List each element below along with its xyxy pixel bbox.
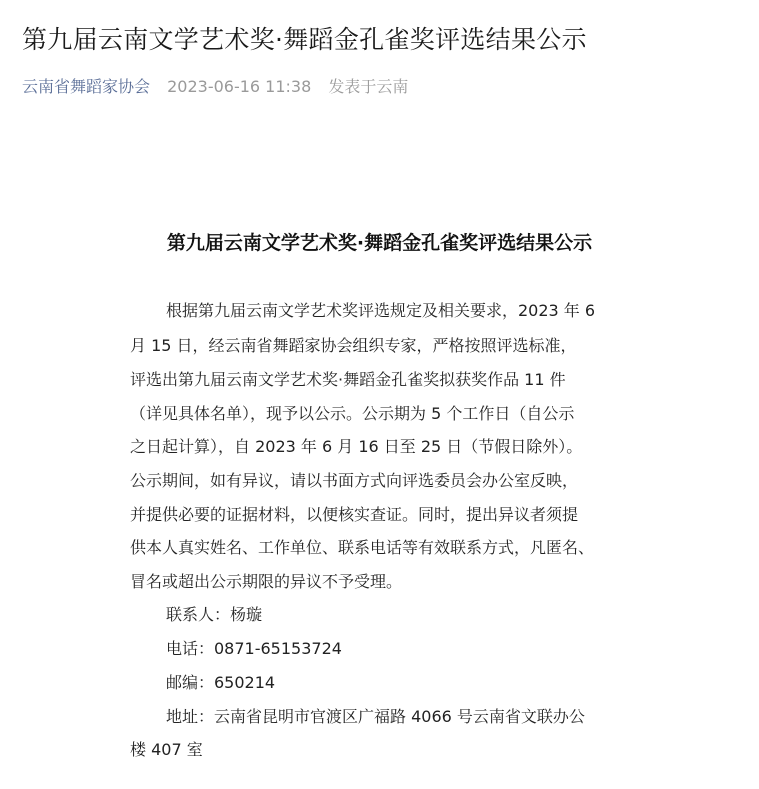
body-line-8: 供本人真实姓名、工作单位、联系电话等有效联系方式，凡匿名、 — [130, 538, 595, 557]
account-name-link[interactable]: 云南省舞蹈家协会 — [22, 77, 151, 96]
document-title: 第九届云南文学艺术奖·舞蹈金孔雀奖评选结果公示 — [166, 232, 593, 254]
contact-phone: 电话：0871-65153724 — [166, 639, 342, 658]
body-line-2: 月 15 日，经云南省舞蹈家协会组织专家，严格按照评选标准， — [130, 336, 577, 355]
contact-address-line-1: 地址：云南省昆明市官渡区广福路 4066 号云南省文联办公 — [166, 707, 585, 726]
body-line-7: 并提供必要的证据材料，以便核实查证。同时，提出异议者须提 — [130, 505, 579, 524]
body-line-5: 之日起计算），自 2023 年 6 月 16 日至 25 日（节假日除外）。 — [130, 437, 583, 456]
body-line-1: 根据第九届云南文学艺术奖评选规定及相关要求，2023 年 6 — [166, 301, 596, 320]
contact-person: 联系人：杨璇 — [166, 605, 263, 624]
publish-datetime: 2023-06-16 11:38 — [167, 77, 312, 96]
body-line-9: 冒名或超出公示期限的异议不予受理。 — [130, 572, 403, 591]
contact-postcode: 邮编：650214 — [166, 673, 276, 692]
body-line-4: （详见具体名单），现予以公示。公示期为 5 个工作日（自公示 — [130, 404, 575, 423]
contact-address-line-2: 楼 407 室 — [130, 740, 203, 759]
article-title: 第九届云南文学艺术奖·舞蹈金孔雀奖评选结果公示 — [22, 25, 587, 54]
publish-location: 发表于云南 — [328, 77, 409, 96]
body-line-3: 评选出第九届云南文学艺术奖·舞蹈金孔雀奖拟获奖作品 11 件 — [130, 370, 566, 389]
body-line-6: 公示期间，如有异议，请以书面方式向评选委员会办公室反映， — [130, 471, 579, 490]
